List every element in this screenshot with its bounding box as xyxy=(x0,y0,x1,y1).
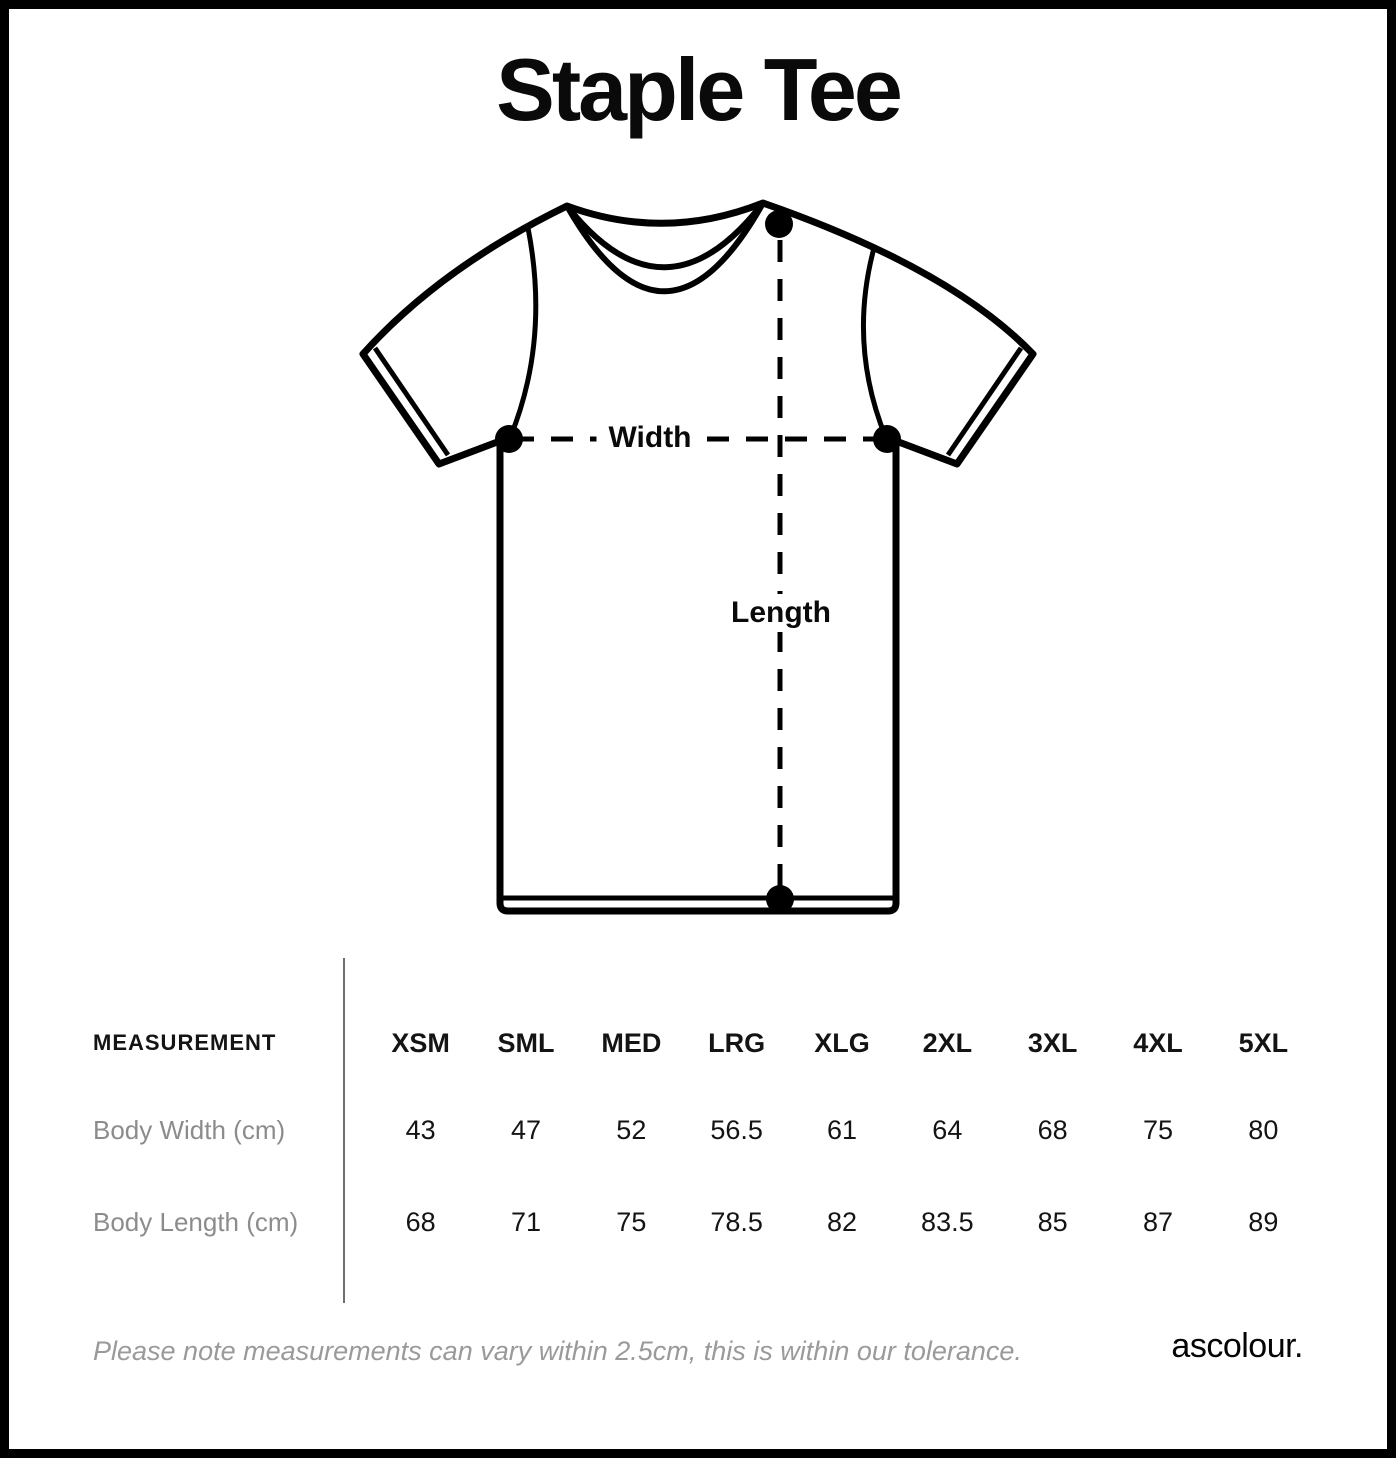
right-armpit-dot xyxy=(873,425,901,453)
body-width-value: 52 xyxy=(616,1114,647,1145)
tshirt-outline xyxy=(363,203,1033,911)
body-length-value: 85 xyxy=(1037,1206,1068,1237)
body-length-value: 68 xyxy=(405,1206,436,1237)
size-header-sml: SML xyxy=(497,1027,555,1058)
size-header-xlg: XLG xyxy=(814,1027,870,1058)
measurement-header: MEASUREMENT xyxy=(93,1030,277,1055)
size-header-med: MED xyxy=(601,1027,662,1058)
body-width-value: 68 xyxy=(1037,1114,1068,1145)
body-width-value: 75 xyxy=(1142,1114,1174,1145)
body-length-value: 89 xyxy=(1248,1206,1279,1237)
body-length-value: 78.5 xyxy=(710,1206,763,1237)
body-width-value: 47 xyxy=(510,1114,542,1145)
size-header-2xl: 2XL xyxy=(922,1027,973,1058)
brand-logo: ascolour. xyxy=(1171,1327,1303,1365)
length-label: Length xyxy=(719,594,843,632)
body-width-value: 80 xyxy=(1248,1114,1279,1145)
size-table xyxy=(36,1002,1316,1268)
hem-point-dot xyxy=(766,885,794,913)
neck-point-dot xyxy=(765,210,793,238)
size-header-xsm: XSM xyxy=(391,1027,450,1058)
body-length-row-label: Body Length (cm) xyxy=(93,1206,299,1237)
left-armpit-dot xyxy=(495,425,523,453)
body-length-value: 87 xyxy=(1142,1206,1174,1237)
body-length-value: 71 xyxy=(510,1206,542,1237)
body-length-value: 82 xyxy=(826,1206,858,1237)
body-width-value: 56.5 xyxy=(710,1114,763,1145)
size-header-5xl: 5XL xyxy=(1238,1027,1289,1058)
size-header-lrg: LRG xyxy=(708,1027,766,1058)
body-width-value: 61 xyxy=(826,1114,858,1145)
size-header-3xl: 3XL xyxy=(1027,1027,1078,1058)
body-length-value: 75 xyxy=(616,1206,647,1237)
page-title: Staple Tee xyxy=(496,40,900,139)
body-width-row-label: Body Width (cm) xyxy=(93,1114,286,1145)
width-label: Width xyxy=(596,419,703,457)
body-width-value: 43 xyxy=(405,1114,436,1145)
body-length-value: 83.5 xyxy=(921,1206,974,1237)
size-header-4xl: 4XL xyxy=(1133,1027,1183,1058)
body-width-value: 64 xyxy=(932,1114,963,1145)
tolerance-note: Please note measurements can vary within 2.5cm, this is within our tolerance. xyxy=(93,1336,1022,1366)
